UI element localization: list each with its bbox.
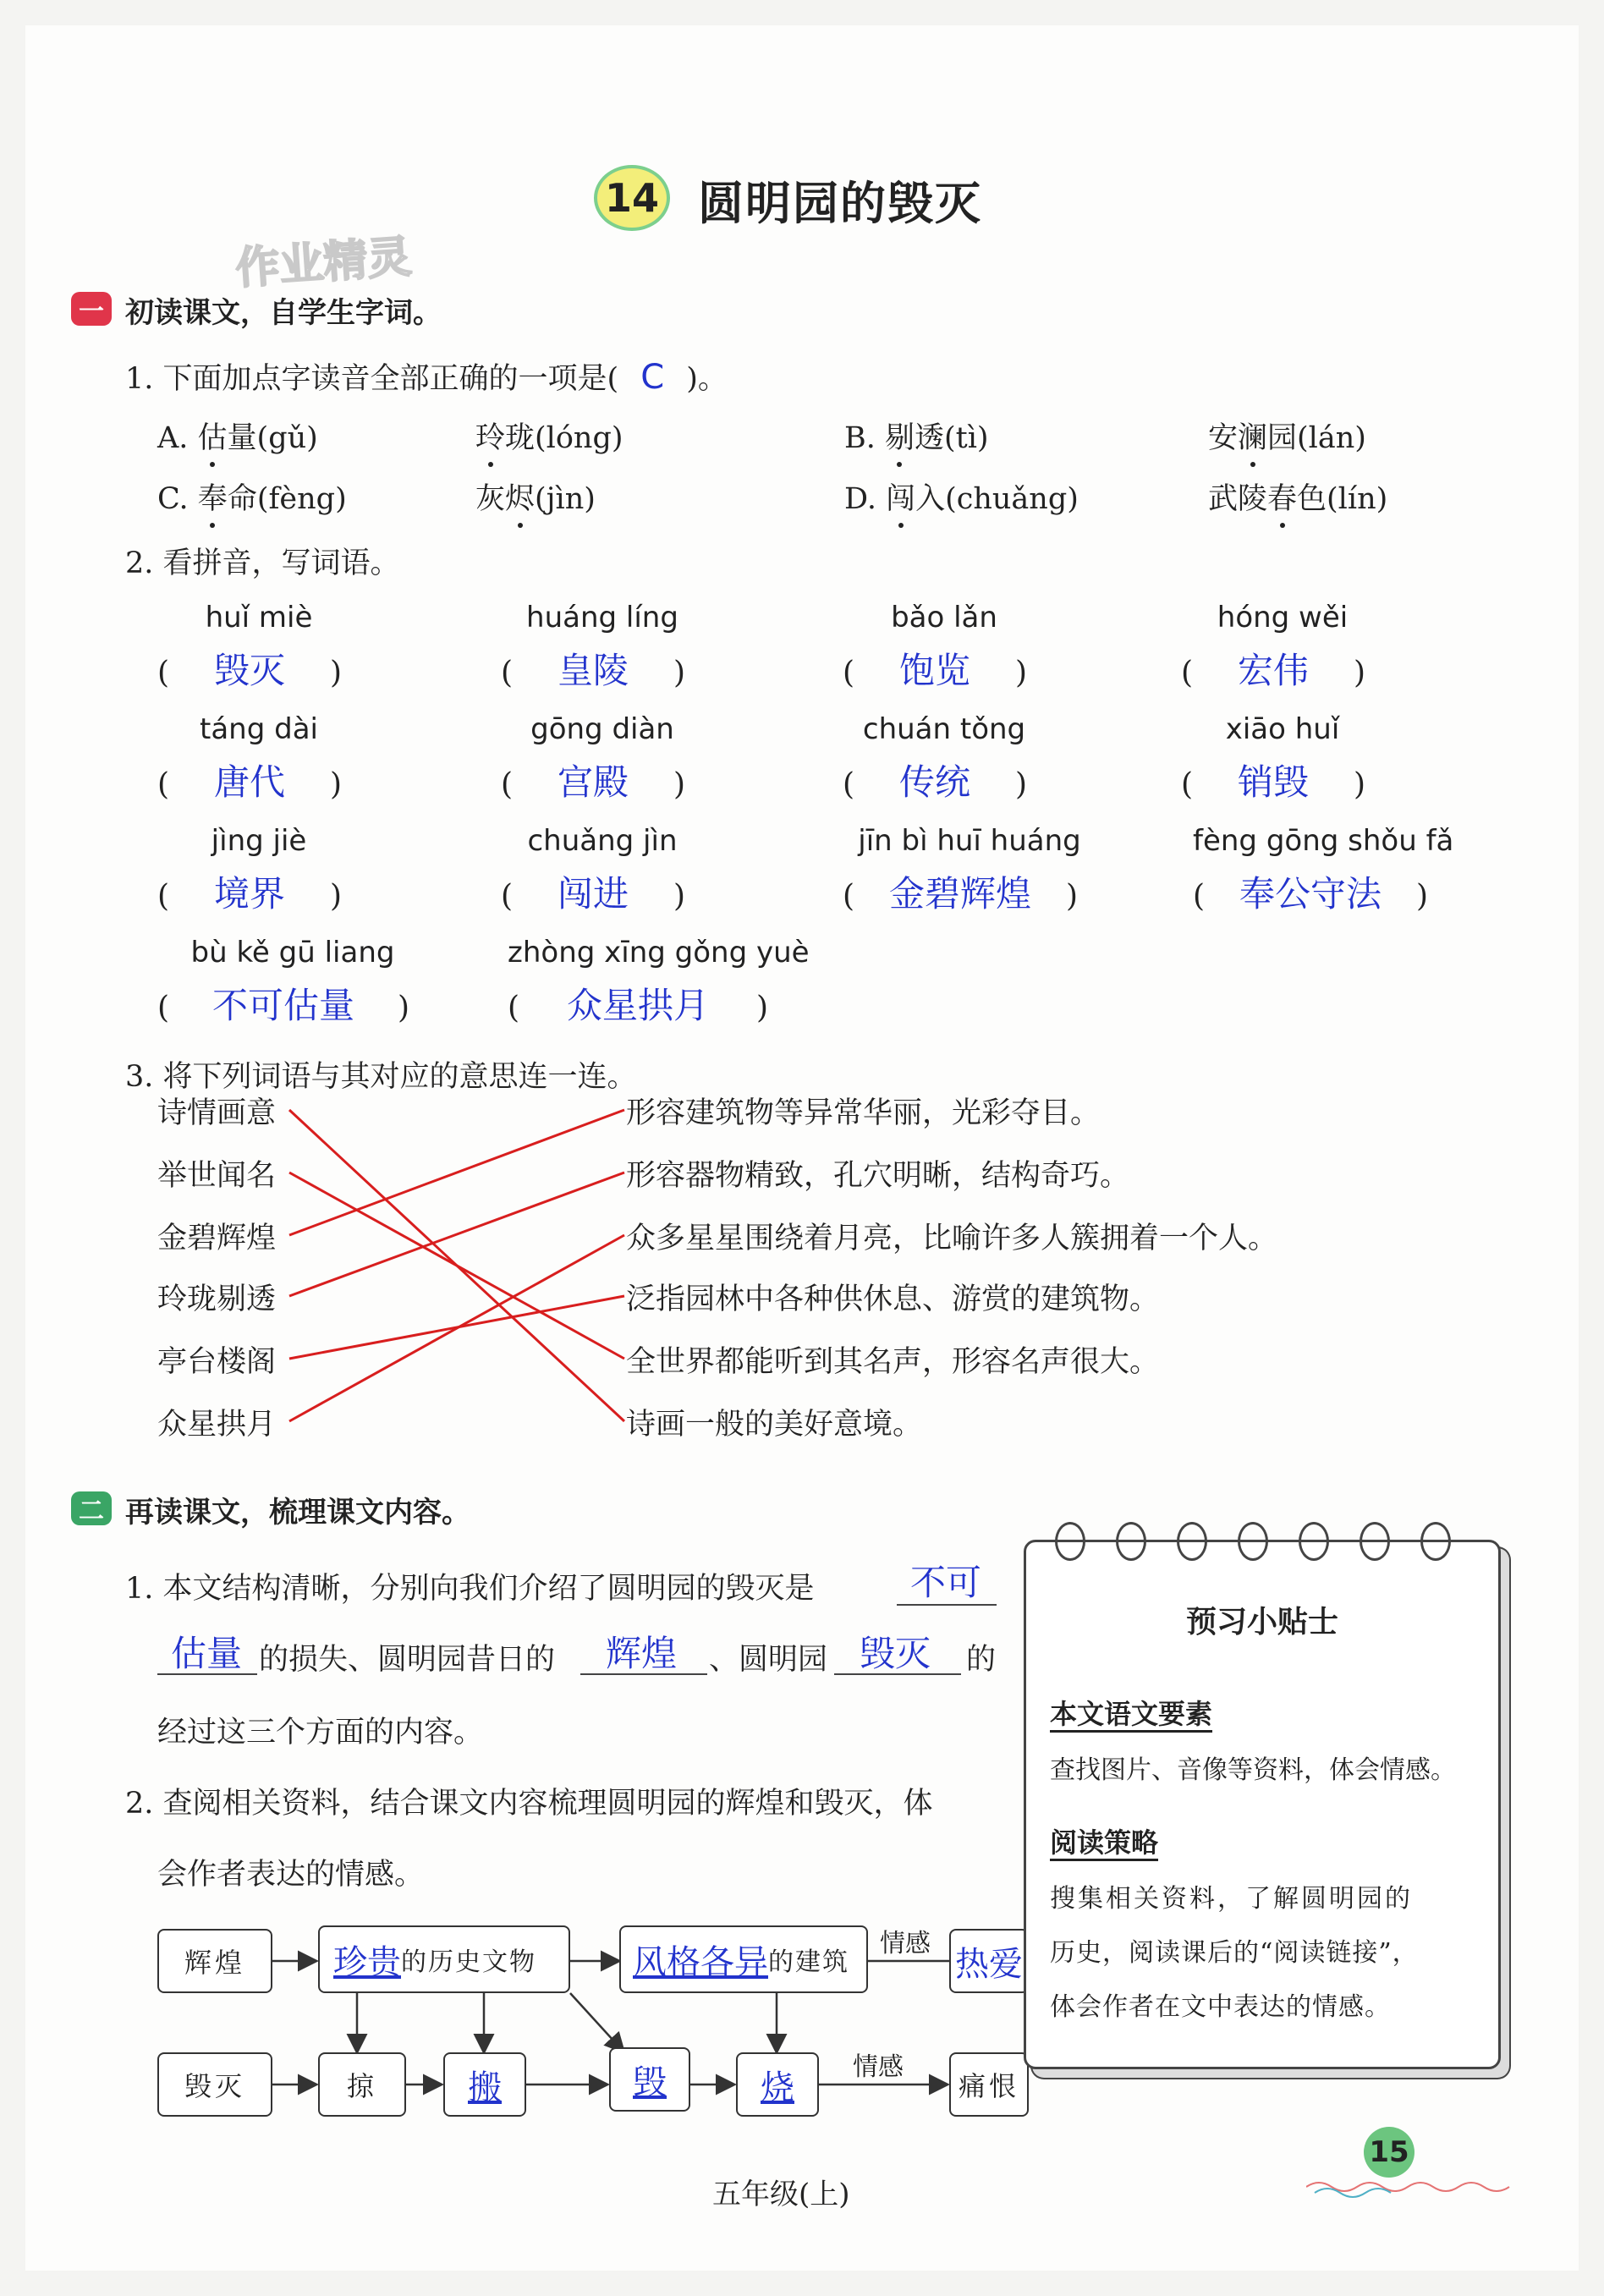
s2q1-blank2[interactable]: 辉煌 xyxy=(580,1626,707,1675)
q1-option-1: 玲珑(lóng) xyxy=(475,415,623,457)
s2q1-text5: 经过这三个方面的内容。 xyxy=(157,1716,484,1749)
s2q1-blank3[interactable]: 毁灭 xyxy=(834,1626,961,1675)
diagram-emotion-label-1: 情感 xyxy=(880,1929,931,1958)
word-answer-blank[interactable]: ( 唐代 ) xyxy=(157,761,343,803)
pinyin-label: fèng gōng shǒu fǎ xyxy=(1193,824,1454,858)
diagram-glory: 辉煌 xyxy=(157,1929,272,1993)
pinyin-label: chuǎng jìn xyxy=(527,824,678,858)
match-word-0[interactable]: 诗情画意 xyxy=(157,1096,277,1130)
diagram-step-wreck: 毁 xyxy=(609,2047,690,2112)
match-word-4[interactable]: 亭台楼阁 xyxy=(157,1345,277,1379)
word-answer-blank[interactable]: ( 传统 ) xyxy=(843,761,1028,803)
word-answer-blank[interactable]: ( 宫殿 ) xyxy=(501,761,686,803)
s2q2-line1: 2. 查阅相关资料，结合课文内容梳理圆明园的辉煌和毁灭，体 xyxy=(125,1787,933,1821)
pinyin-label: gōng diàn xyxy=(530,712,674,746)
match-meaning-4[interactable]: 全世界都能听到其名声，形容名声很大。 xyxy=(626,1345,1160,1379)
match-word-2[interactable]: 金碧辉煌 xyxy=(157,1222,277,1255)
q1-stem: 1. 下面加点字读音全部正确的一项是( C )。 xyxy=(125,358,728,397)
diagram-arch-answer[interactable]: 风格各异 xyxy=(633,1942,768,1982)
s2q1-blank1b[interactable]: 估量 xyxy=(157,1626,257,1675)
s2q1-text1: 1. 本文结构清晰，分别向我们介绍了圆明园的毁灭是 xyxy=(125,1572,815,1606)
word-answer-blank[interactable]: ( 闯进 ) xyxy=(501,873,686,915)
match-meaning-3[interactable]: 泛指园林中各种供休息、游赏的建筑物。 xyxy=(626,1283,1160,1316)
watermark: 作业精灵 xyxy=(233,231,414,295)
pinyin-label: bù kě gū liang xyxy=(190,936,395,969)
s2q1-text3: 、圆明园 xyxy=(709,1643,828,1677)
word-answer-blank[interactable]: ( 众星拱月 ) xyxy=(508,985,769,1026)
q1-option-7: 武陵春色(lín) xyxy=(1208,475,1387,518)
word-answer-blank[interactable]: ( 皇陵 ) xyxy=(501,650,686,691)
lesson-title: 圆明园的毁灭 xyxy=(698,176,982,230)
q1-option-2: B. 剔透(tì) xyxy=(844,415,989,457)
diagram-relics: 珍贵 的历史文物 xyxy=(318,1925,570,1993)
pinyin-label: zhòng xīng gǒng yuè xyxy=(508,936,810,969)
section1-heading: 初读课文，自学生字词。 xyxy=(125,296,442,330)
diagram-step-loot: 掠 xyxy=(318,2052,406,2117)
word-answer-blank[interactable]: ( 境界 ) xyxy=(157,873,343,915)
pinyin-label: huáng líng xyxy=(526,601,678,634)
word-answer-blank[interactable]: ( 不可估量 ) xyxy=(157,985,410,1026)
match-meaning-0[interactable]: 形容建筑物等异常华丽，光彩夺目。 xyxy=(626,1096,1101,1130)
match-meaning-5[interactable]: 诗画一般的美好意境。 xyxy=(626,1408,923,1442)
word-answer-blank[interactable]: ( 金碧辉煌 ) xyxy=(843,873,1079,915)
diagram-step-burn: 烧 xyxy=(736,2052,819,2117)
q1-answer[interactable]: C xyxy=(640,358,665,397)
tips-text-strategy-1: 搜集相关资料，了解圆明园的 xyxy=(1050,1884,1413,1914)
lesson-number-badge: 14 xyxy=(594,165,670,231)
match-word-5[interactable]: 众星拱月 xyxy=(157,1408,277,1442)
diagram-emotion-hate: 痛恨 xyxy=(949,2052,1029,2117)
match-meaning-1[interactable]: 形容器物精致，孔穴明晰，结构奇巧。 xyxy=(626,1159,1130,1193)
section2-badge: 二 xyxy=(71,1491,112,1525)
pinyin-label: xiāo huǐ xyxy=(1225,712,1340,746)
pinyin-label: jīn bì huī huáng xyxy=(858,824,1081,858)
ring-icon xyxy=(1420,1522,1451,1561)
q1-option-5: 灰烬(jìn) xyxy=(475,475,596,518)
s2q1-text2: 的损失、圆明园昔日的 xyxy=(259,1643,556,1677)
q1-option-4: C. 奉命(fèng) xyxy=(157,475,347,518)
page-number: 15 xyxy=(1364,2127,1414,2178)
ring-icon xyxy=(1299,1522,1329,1561)
ring-icon xyxy=(1055,1522,1085,1561)
footer-wave-decoration xyxy=(1306,2174,1518,2200)
ring-icon xyxy=(1116,1522,1146,1561)
word-answer-blank[interactable]: ( 奉公守法 ) xyxy=(1193,873,1429,915)
match-word-3[interactable]: 玲珑剔透 xyxy=(157,1283,277,1316)
q1-option-3: 安澜园(lán) xyxy=(1208,415,1366,457)
tips-text-strategy-3: 体会作者在文中表达的情感。 xyxy=(1050,1992,1391,2022)
pinyin-label: hóng wěi xyxy=(1217,601,1349,634)
diagram-emotion-love: 热爱 xyxy=(949,1929,1029,1993)
ring-icon xyxy=(1177,1522,1207,1561)
diagram-destroy: 毁灭 xyxy=(157,2052,272,2117)
s2q1-blank1a[interactable]: 不可 xyxy=(897,1555,997,1606)
pinyin-label: bǎo lǎn xyxy=(891,601,997,634)
pinyin-label: jìng jiè xyxy=(211,824,307,858)
word-answer-blank[interactable]: ( 宏伟 ) xyxy=(1181,650,1366,691)
q1-option-0: A. 估量(gǔ) xyxy=(157,415,318,457)
s2q1-text4: 的 xyxy=(966,1643,997,1677)
q3-stem: 3. 将下列词语与其对应的意思连一连。 xyxy=(125,1060,637,1094)
q2-stem: 2. 看拼音，写词语。 xyxy=(125,547,400,580)
pinyin-label: huǐ miè xyxy=(205,601,313,634)
pinyin-label: chuán tǒng xyxy=(862,712,1026,746)
tips-heading-elements: 本文语文要素 xyxy=(1050,1698,1213,1730)
footer-grade: 五年级(上) xyxy=(712,2178,850,2211)
word-answer-blank[interactable]: ( 饱览 ) xyxy=(843,650,1028,691)
ring-icon xyxy=(1360,1522,1390,1561)
tips-text-elements: 查找图片、音像等资料，体会情感。 xyxy=(1050,1755,1456,1785)
s2q2-line2: 会作者表达的情感。 xyxy=(157,1858,425,1892)
match-word-1[interactable]: 举世闻名 xyxy=(157,1159,277,1193)
section2-heading: 再读课文，梳理课文内容。 xyxy=(125,1496,470,1530)
preview-tips-card xyxy=(1024,1540,1501,2069)
tips-title: 预习小贴士 xyxy=(1185,1605,1338,1640)
match-meaning-2[interactable]: 众多星星围绕着月亮，比喻许多人簇拥着一个人。 xyxy=(626,1222,1278,1255)
word-answer-blank[interactable]: ( 毁灭 ) xyxy=(157,650,343,691)
diagram-emotion-label-2: 情感 xyxy=(853,2052,904,2082)
diagram-step-move: 搬 xyxy=(443,2052,526,2117)
diagram-relics-answer[interactable]: 珍贵 xyxy=(333,1942,401,1982)
q1-option-6: D. 闯入(chuǎng) xyxy=(844,475,1079,518)
tips-text-strategy-2: 历史，阅读课后的“阅读链接”， xyxy=(1050,1938,1419,1968)
tips-heading-strategy: 阅读策略 xyxy=(1050,1826,1159,1859)
word-answer-blank[interactable]: ( 销毁 ) xyxy=(1181,761,1366,803)
diagram-architecture: 风格各异 的建筑 xyxy=(619,1925,868,1993)
pinyin-label: táng dài xyxy=(200,712,318,746)
ring-icon xyxy=(1238,1522,1268,1561)
section1-badge: 一 xyxy=(71,292,112,326)
